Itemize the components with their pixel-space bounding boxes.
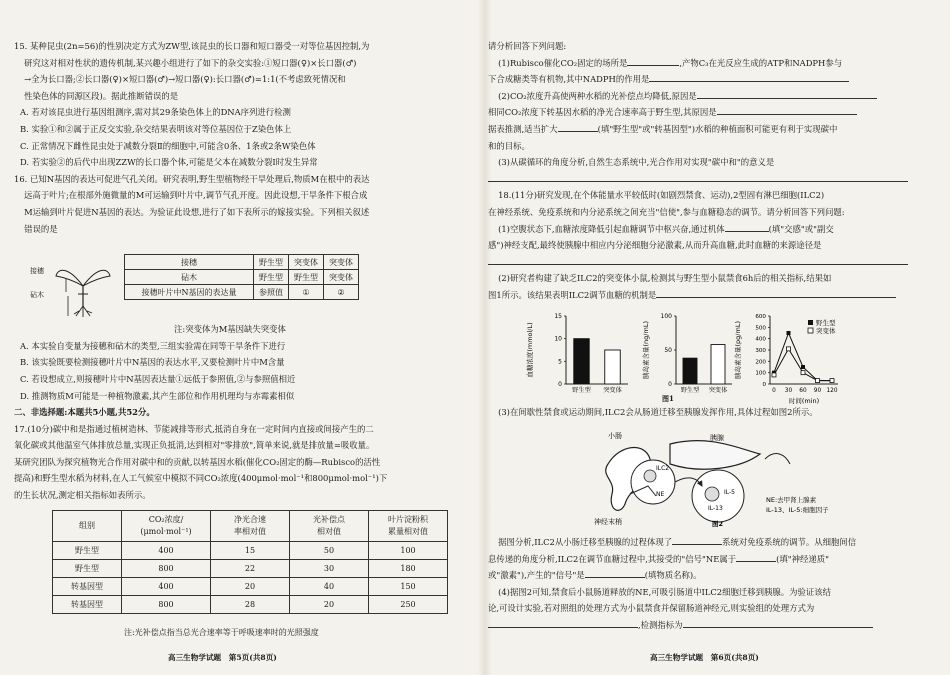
q15-option-b: B. 实验①和②属于正反交实验,杂交结果表明该对等位基因位于Z染色体上 — [20, 123, 292, 134]
right-column-mid — [488, 404, 928, 421]
q17-data-table — [52, 510, 448, 614]
q18-stem-line: 18.(11分)研究发现,在个体能量水平较低时(如剧烈禁食、运动),2型固有淋巴细胞(ILC2) — [498, 190, 825, 201]
text: 或"激素"),产生的"信号"是 — [488, 570, 585, 581]
x-tick-label: 120 — [826, 388, 838, 394]
y-axis-label: 胰岛素含量(pg/mL) — [734, 321, 742, 379]
text: (2)CO₂浓度升高使两种水稻的光补偿点均降低,原因是 — [498, 90, 697, 101]
table-cell: 野生型 — [289, 270, 324, 285]
q16-stem-line: 16. 已知N基因的表达可促进气孔关闭。研究表明,野生型植物经干旱处理后,物质M在根中的表达 — [14, 173, 370, 184]
q17-sub3-blank — [488, 171, 928, 188]
table-cell: 突变体 — [289, 255, 324, 270]
x-tick-label: 突变体 — [603, 387, 622, 394]
text: 下合成糖类等有机物,其中NADPH的作用是 — [488, 74, 650, 85]
figure2-diagram — [590, 424, 910, 530]
header-line: 叶片淀粉积 — [388, 515, 428, 524]
q15-option-d: D. 若实验②的后代中出现ZZW的长口器个体,可能是父本在减数分裂Ⅰ时发生异常 — [20, 157, 318, 168]
table-cell: 参照值 — [254, 285, 289, 300]
ilc2-cell-icon — [644, 470, 656, 482]
x-tick-label: 30 — [784, 388, 793, 394]
y-tick-label: 5 — [558, 358, 562, 366]
ilc2-cell-icon — [705, 487, 719, 501]
q17-sub2-cont — [488, 121, 928, 138]
y-tick-label: 50 — [664, 347, 672, 354]
q18-stem-line: 在神经系统、免疫系统和内分泌系统之间充当"信使",参与血糖稳态的调节。请分析回答下列问题: — [488, 206, 845, 217]
figure2-legend-2: IL-13、IL-5:细胞因子 — [766, 506, 829, 514]
q18-sub3-text — [488, 567, 928, 584]
text: ,检测指标为 — [638, 619, 683, 630]
y-axis-label: 胰岛素含量(ng/mL) — [642, 321, 650, 379]
y-tick-label: 500 — [755, 325, 766, 332]
answer-blank[interactable] — [488, 627, 638, 628]
table-cell: 400 — [122, 542, 211, 560]
footer-right: 高三生物学试题 第6页(共8页) — [650, 653, 759, 662]
insulin-bar-chart — [641, 313, 732, 394]
table-cell: 22 — [211, 560, 290, 578]
answer-blank[interactable] — [585, 577, 645, 578]
table-cell: 野生型 — [53, 542, 122, 560]
bar — [711, 345, 725, 384]
text: (1)Rubisco催化CO₂固定的场所是 — [498, 57, 628, 68]
text: (填"野生型"或"转基因型")水稻的种植面积可能更有利于实现碳中 — [597, 123, 838, 134]
q18-sub1-cont: 感")神经支配,最终使胰腺中相应内分泌细胞分泌激素,从而升高血糖,此时血糖的来源途径是 — [488, 240, 822, 251]
text: (填物质名称)。 — [644, 570, 702, 581]
legend-swatch-mutant — [808, 328, 813, 333]
y-tick-label: 0 — [762, 382, 766, 388]
table-cell: ① — [289, 285, 324, 300]
q16-option-c: C. 若设想成立,则接穗叶片中N基因表达量①远低于参照值,②与参照值相近 — [20, 373, 296, 384]
table-cell: 250 — [369, 596, 448, 614]
answer-blank[interactable] — [488, 181, 908, 182]
table-cell: 20 — [211, 578, 290, 596]
q17-sub1 — [488, 55, 928, 72]
q15-option-a: A. 若对该昆虫进行基因组测序,需对其29条染色体上的DNA序列进行检测 — [20, 107, 291, 118]
q18-sub2-cont — [488, 287, 928, 304]
table-cell: 40 — [290, 578, 369, 596]
x-tick-label: 60 — [799, 388, 807, 394]
table-cell: 砧木 — [125, 270, 254, 285]
text: 息传递的角度分析,ILC2在调节血糖过程中,其接受的"信号"NE属于 — [488, 553, 737, 564]
islet-icon — [765, 454, 790, 464]
table-row — [125, 270, 359, 285]
x-tick-label: 野生型 — [572, 387, 591, 394]
table-header-row — [53, 511, 448, 542]
section-heading: 二、非选择题:本题共5小题,共52分。 — [14, 407, 155, 418]
text: ,产物C₃在光反应生成的ATP和NADPH参与 — [679, 57, 843, 68]
q18-sub1-blank — [488, 254, 928, 271]
answer-blank[interactable] — [736, 561, 776, 562]
table-cell: 15 — [211, 542, 290, 560]
q18-sub3-text — [488, 534, 928, 551]
figure2-legend-1: NE:去甲肾上腺素 — [766, 496, 817, 504]
y-tick-label: 200 — [755, 359, 766, 366]
q16-stem-line: 错误的是 — [24, 223, 58, 234]
table-cell: 50 — [290, 542, 369, 560]
data-point-mutant — [801, 371, 805, 375]
data-point-mutant — [830, 379, 834, 383]
q17-sub2 — [488, 88, 928, 105]
answer-blank[interactable] — [672, 544, 722, 545]
q16-option-b: B. 该实验既要检测接穗叶片中N基因的表达水平,又要检测叶片中M含量 — [20, 357, 285, 368]
y-tick-label: 100 — [755, 370, 766, 377]
answer-blank[interactable] — [488, 264, 908, 265]
table-cell: 20 — [290, 596, 369, 614]
text: 据图分析,ILC2从小肠迁移至胰腺的过程体现了 — [498, 537, 673, 547]
table-row — [125, 285, 359, 300]
q16-option-a: A. 本实验自变量为接穗和砧木的类型,三组实验需在同等干旱条件下进行 — [20, 340, 286, 351]
leaf-icon — [56, 270, 83, 286]
small-intestine-label: 小肠 — [608, 432, 622, 440]
table-header-cell — [211, 511, 290, 542]
text: 相同CO₂浓度下转基因水稻的净光合速率高于野生型,其原因是 — [488, 107, 717, 118]
table-row — [125, 255, 359, 270]
table-cell: 突变体 — [324, 255, 359, 270]
x-tick-label: 突变体 — [708, 387, 728, 394]
q18-sub4: (4)据图2可知,禁食后小鼠肠道释放的NE,可吸引肠道中ILC2细胞迁移到胰腺。为验证该结 — [498, 586, 832, 597]
il5-label: IL-5 — [724, 489, 735, 496]
scion-label: 接穗 — [30, 267, 44, 275]
pancreas-label: 胰腺 — [710, 434, 724, 442]
y-tick-label: 10 — [554, 335, 562, 343]
q17-sub-intro: 请分析回答下列问题: — [488, 41, 567, 51]
q17-note: 注:光补偿点指当总光合速率等于呼吸速率时的光照强度 — [124, 628, 319, 637]
header-line: 相对值 — [317, 527, 341, 536]
answer-blank[interactable] — [627, 65, 679, 66]
y-tick-label: 0 — [558, 381, 562, 388]
answer-blank[interactable] — [697, 98, 877, 99]
q17-sub2-cont: 和的目标。 — [488, 140, 530, 151]
text: 图1所示。该结果表明ILC2调节血糖的机制是 — [488, 289, 657, 300]
q17-stem-line: 氧化碳或其他温室气体排放总量,实现正负抵消,达到相对"零排放",简单来说,就是排放量=吸收量。 — [14, 440, 375, 451]
table-row — [53, 596, 448, 614]
x-tick-label: 90 — [813, 388, 822, 394]
table-cell: 接穗 — [125, 255, 254, 270]
table-cell: 150 — [369, 578, 448, 596]
insulin-line-chart — [733, 314, 838, 404]
x-tick-label: 野生型 — [680, 387, 700, 394]
table-header-cell: 组别 — [53, 511, 122, 542]
ne-label: NE — [656, 491, 665, 498]
q17-sub3: (3)从碳循环的角度分析,自然生态系统中,光合作用对实现"碳中和"的意义是 — [498, 157, 775, 168]
header-line: 率相对值 — [234, 527, 266, 536]
header-line: (μmol·mol⁻¹) — [140, 527, 192, 536]
legend-mutant: 突变体 — [816, 327, 836, 335]
table-cell: 接穗叶片中N基因的表达量 — [125, 285, 254, 300]
y-tick-label: 400 — [755, 336, 766, 343]
q17-stem-line: 的生长状况,测定相关指标如表所示。 — [14, 490, 151, 501]
rootstock-label: 砧木 — [30, 291, 44, 299]
y-tick-label: 300 — [755, 348, 766, 354]
right-column — [488, 38, 928, 304]
q17-sub2-cont — [488, 104, 928, 121]
q16-grafting-table — [124, 254, 359, 300]
q17-sub1-cont — [488, 71, 928, 88]
data-point-wild — [787, 331, 791, 335]
table-header-cell — [290, 511, 369, 542]
y-tick-label: 100 — [660, 313, 672, 320]
x-tick-label: 0 — [772, 388, 776, 394]
q16-option-d: D. 推测物质M可能是一种植物激素,其产生部位和作用机理均与赤霉素相似 — [20, 390, 295, 401]
x-axis-label: 时间(min) — [788, 397, 820, 404]
data-point-mutant — [816, 379, 820, 383]
bar — [605, 350, 621, 384]
table-cell: 突变体 — [324, 270, 359, 285]
table-cell: 400 — [122, 578, 211, 596]
table-cell: 野生型 — [254, 255, 289, 270]
q15-stem-line: →全为长口器;②长口器(♀)×短口器(♂)→短口器(♀):长口器(♂)=1:1(不考虑致死情况和 — [24, 74, 346, 85]
data-point-mutant — [772, 373, 776, 377]
q15-stem-line: 研究这对相对性状的遗传机制,某兴趣小组进行了如下的杂交实验:①短口器(♀)×长口器(♂) — [24, 57, 357, 68]
legend-swatch-wild — [808, 320, 813, 325]
nerve-label: 神经末梢 — [594, 518, 622, 526]
text: (填"神经递质" — [776, 553, 829, 564]
q18-sub3: (3)在间歇性禁食或运动期间,ILC2会从肠道迁移至胰腺发挥作用,具体过程如图2所示。 — [498, 407, 818, 417]
table-cell: 转基因型 — [53, 578, 122, 596]
q17-stem-line: 17.(10分)碳中和是指通过植树造林、节能减排等形式,抵消自身在一定时间内直接或间接产生的二 — [14, 423, 374, 434]
q18-sub2: (2)研究者构建了缺乏ILC2的突变体小鼠,检测其与野生型小鼠禁食6h后的相关指标,结果如 — [498, 273, 832, 284]
bar — [683, 358, 697, 384]
right-column-bottom — [488, 534, 928, 634]
figure2-label: 图2 — [712, 520, 724, 528]
il13-label: IL-13 — [708, 505, 723, 512]
q17-stem-line: 某研究团队为探究植物光合作用对碳中和的贡献,以转基因水稻(催化CO₂固定的酶—Rubisco的活性 — [14, 456, 381, 467]
q16-stem-line: M运输到叶片促进N基因的表达。为验证此设想,进行了如下表所示的嫁接实验。下列相关叙述 — [24, 206, 370, 217]
answer-blank[interactable] — [683, 627, 873, 628]
pancreas-shape — [670, 441, 760, 470]
bar — [574, 339, 590, 384]
legend-wild: 野生型 — [816, 319, 836, 327]
y-axis-label: 血糖浓度(mmol/L) — [526, 322, 534, 378]
answer-blank[interactable] — [558, 131, 598, 132]
q15-stem-line: 15. 某种昆虫(2n=56)的性别决定方式为ZW型,该昆虫的长口器和短口器受一对等位基因控制,为 — [14, 41, 370, 51]
table-header-cell — [122, 511, 211, 542]
q18-sub1 — [488, 221, 928, 238]
text: 系统对免疫系统的调节。从细胞间信 — [722, 537, 857, 547]
header-line: CO₂浓度/ — [148, 515, 184, 524]
table-cell: 800 — [122, 560, 211, 578]
table-cell: 野生型 — [254, 270, 289, 285]
q17-stem-line: 提高)和野生型水稻为材料,在人工气候室中模拟不同CO₂浓度(400μmol·mol⁻¹和800μmol·mol⁻¹)下 — [14, 473, 388, 484]
y-tick-label: 15 — [554, 313, 562, 320]
q18-sub4-cont — [488, 617, 928, 634]
table-cell: 转基因型 — [53, 596, 122, 614]
table-cell: 180 — [369, 560, 448, 578]
header-line: 净光合速 — [234, 515, 266, 524]
q16-note: 注:突变体为M基因缺失突变体 — [174, 324, 286, 335]
table-cell: 100 — [369, 542, 448, 560]
table-cell: 28 — [211, 596, 290, 614]
roots-icon — [74, 306, 92, 317]
q18-sub3-text — [488, 551, 928, 568]
table-cell: 野生型 — [53, 560, 122, 578]
q15-stem-line: 性染色体的同源区段)。据此推断错误的是 — [24, 90, 179, 101]
y-tick-label: 600 — [755, 314, 766, 320]
leaf-icon — [83, 270, 110, 286]
q15-option-c: C. 正常情况下雌性昆虫处于减数分裂Ⅱ的细胞中,可能含0条、1条或2条W染色体 — [20, 140, 316, 151]
q18-sub4-cont: 论,可设计实验,若对照组的处理方式为小鼠禁食并保留肠道神经元,则实验组的处理方式为 — [488, 603, 815, 614]
y-tick-label: 0 — [668, 381, 672, 388]
table-row — [53, 542, 448, 560]
table-row — [53, 578, 448, 596]
text: (填"交感"或"副交 — [768, 223, 834, 234]
header-line: 光补偿点 — [313, 515, 345, 524]
figure1-label: 图1 — [662, 394, 674, 403]
q16-stem-line: 远高于叶片;在根部外施微量的M可运输到叶片中,调节气孔开度。因此设想,干旱条件下根合成 — [24, 190, 368, 201]
text: 据表推测,适当扩大 — [488, 123, 558, 134]
table-cell: ② — [324, 285, 359, 300]
table-row — [53, 560, 448, 578]
answer-blank[interactable] — [649, 81, 849, 82]
ilc2-label: ILC2 — [656, 465, 670, 472]
answer-blank[interactable] — [725, 231, 769, 232]
figure1-charts — [520, 312, 865, 404]
answer-blank[interactable] — [717, 114, 857, 115]
table-cell: 800 — [122, 596, 211, 614]
series-line-mutant — [774, 349, 832, 381]
text: (1)空腹状态下,血糖浓度降低引起血糖调节中枢兴奋,通过机体 — [498, 223, 725, 234]
answer-blank[interactable] — [656, 297, 896, 298]
data-point-wild — [801, 365, 805, 369]
table-cell: 30 — [290, 560, 369, 578]
table-header-cell — [369, 511, 448, 542]
glucose-bar-chart — [525, 313, 628, 394]
data-point-mutant — [787, 347, 791, 351]
footer-left: 高三生物学试题 第5页(共8页) — [168, 653, 277, 662]
header-line: 累量相对值 — [388, 527, 428, 536]
